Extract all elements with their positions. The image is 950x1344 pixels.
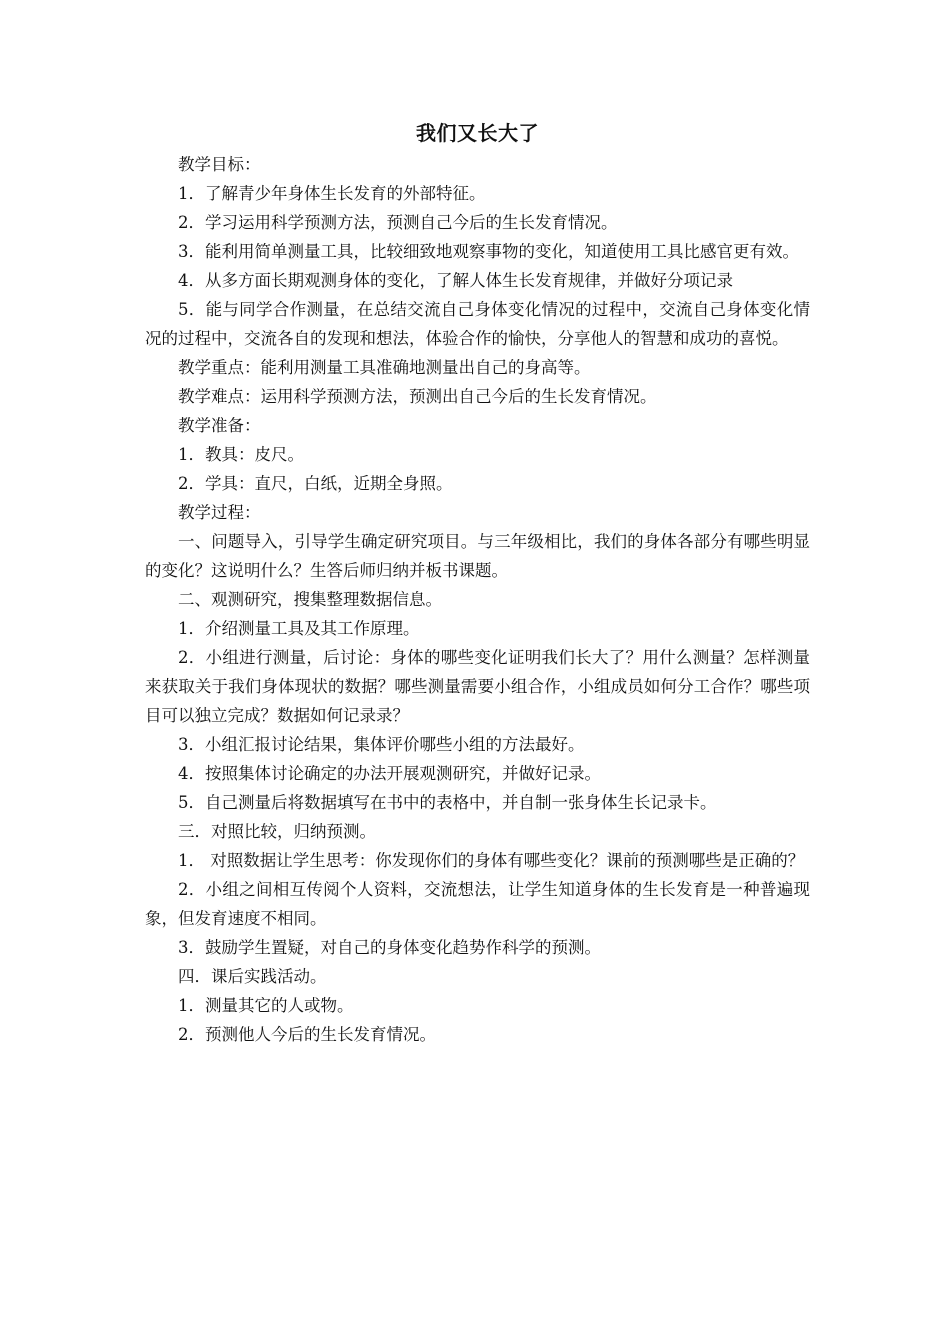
paragraph: 3．能利用简单测量工具，比较细致地观察事物的变化，知道使用工具比感官更有效。 [178,242,799,261]
paragraph: 一、问题导入，引导学生确定研究项目。与三年级相比，我们的身体各部分有哪些明显的变化？这说明什么？生答后师归纳并板书课题。 [145,532,810,580]
paragraph: 1．教具：皮尺。 [178,445,304,464]
paragraph: 3．鼓励学生置疑，对自己的身体变化趋势作科学的预测。 [178,938,601,957]
paragraph: 1．了解青少年身体生长发育的外部特征。 [178,184,486,203]
paragraph: 4．按照集体讨论确定的办法开展观测研究，并做好记录。 [178,764,601,783]
paragraph: 1．介绍测量工具及其工作原理。 [178,619,420,638]
paragraph: 1．测量其它的人或物。 [178,996,354,1015]
paragraph: 教学难点：运用科学预测方法，预测出自己今后的生长发育情况。 [178,387,657,406]
paragraph: 2．小组进行测量，后讨论：身体的哪些变化证明我们长大了？用什么测量？怎样测量来获取关于我们身体现状的数据？哪些测量需要小组合作，小组成员如何分工合作？哪些项目可以独立完成？数据如何记录录？ [145,648,810,725]
paragraph: 5．自己测量后将数据填写在书中的表格中，并自制一张身体生长记录卡。 [178,793,717,812]
paragraph: 1． 对照数据让学生思考：你发现你们的身体有哪些变化？课前的预测哪些是正确的？ [178,851,805,870]
paragraph: 教学过程： [178,503,261,522]
document-page [145,118,810,1049]
paragraph: 5．能与同学合作测量，在总结交流自己身体变化情况的过程中，交流自己身体变化情况的过程中，交流各自的发现和想法，体验合作的愉快，分享他人的智慧和成功的喜悦。 [145,300,810,348]
paragraph: 教学重点：能利用测量工具准确地测量出自己的身高等。 [178,358,591,377]
paragraph: 三．对照比较，归纳预测。 [178,822,376,841]
paragraph: 教学准备： [178,416,261,435]
paragraph: 四．课后实践活动。 [178,967,327,986]
document-body [145,150,810,1049]
paragraph: 2．预测他人今后的生长发育情况。 [178,1025,436,1044]
paragraph: 4．从多方面长期观测身体的变化，了解人体生长发育规律，并做好分项记录 [178,271,733,290]
paragraph: 二、观测研究，搜集整理数据信息。 [178,590,442,609]
paragraph: 3．小组汇报讨论结果，集体评价哪些小组的方法最好。 [178,735,585,754]
paragraph: 教学目标： [178,155,261,174]
paragraph: 2．学具：直尺，白纸，近期全身照。 [178,474,453,493]
paragraph: 2．学习运用科学预测方法，预测自己今后的生长发育情况。 [178,213,618,232]
paragraph: 2．小组之间相互传阅个人资料，交流想法，让学生知道身体的生长发育是一种普遍现象，但发育速度不相同。 [145,880,810,928]
document-title: 我们又长大了 [416,121,539,145]
